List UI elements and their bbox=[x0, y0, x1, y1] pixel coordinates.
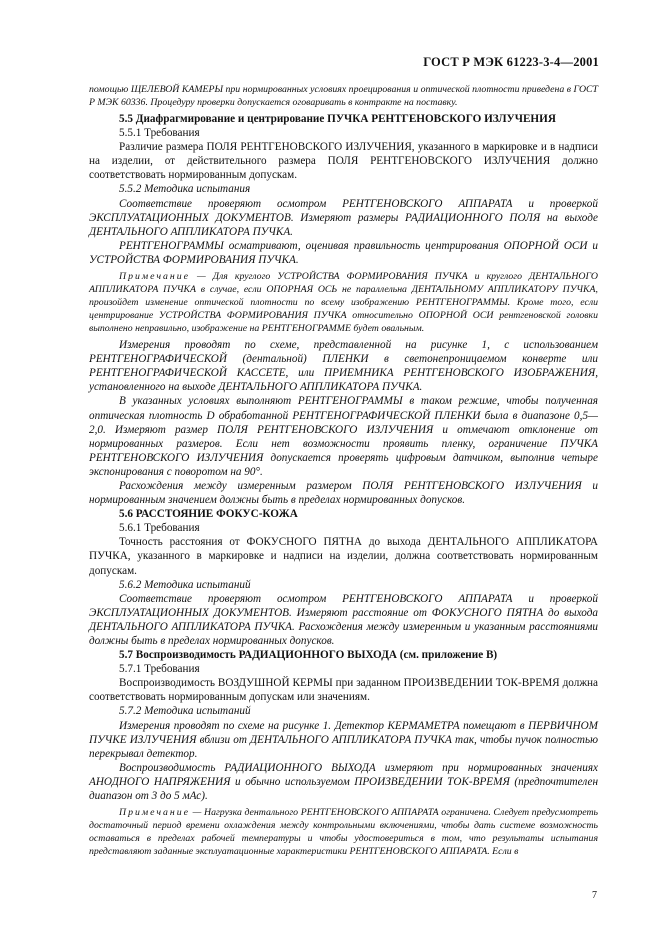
note-5-5 bbox=[89, 270, 598, 335]
paragraph-radiographs: РЕНТГЕНОГРАММЫ осматривают, оценивая правильность центрирования ОПОРНОЙ ОСИ и УСТРОЙСТВА ФОРМИРОВАНИЯ ПУЧКА. bbox=[89, 239, 598, 266]
paragraph-reproducibility: Воспроизводимость РАДИАЦИОННОГО ВЫХОДА измеряют при нормированных значениях АНОДНОГО НАПРЯЖЕНИЯ и обычно используемом ПРОИЗВЕДЕНИИ ТОК-ВРЕМЯ (предпочтителен диапазон от 3 до 5 мАс). bbox=[89, 761, 598, 803]
subsection-heading-5-5-2: 5.5.2 Методика испытания bbox=[119, 183, 251, 196]
paragraph-requirement-5-6: Точность расстояния от ФОКУСНОГО ПЯТНА до выхода ДЕНТАЛЬНОГО АППЛИКАТОРА ПУЧКА, указанного в маркировке и надписи на изделии, должна соответствовать нормированным допускам. bbox=[89, 536, 598, 577]
paragraph-method-5-6: Соответствие проверяют осмотром РЕНТГЕНОВСКОГО АППАРАТА и проверкой ЭКСПЛУАТАЦИОННЫХ ДОКУМЕНТОВ. Измеряют расстояние от ФОКУСНОГО ПЯТНА до выхода ДЕНТАЛЬНОГО АППЛИКАТОРА ПУЧКА. Расхождения между измеренным и указанным расстояниями должны быть в пределах нормированных допусков. bbox=[89, 592, 598, 647]
note-label: Примечание bbox=[119, 807, 191, 819]
paragraph-method-5-5: Соответствие проверяют осмотром РЕНТГЕНОВСКОГО АППАРАТА и проверкой ЭКСПЛУАТАЦИОННЫХ ДОКУМЕНТОВ. Измеряют размеры РАДИАЦИОННОГО ПОЛЯ на выходе ДЕНТАЛЬНОГО АППЛИКАТОРА ПУЧКА. bbox=[89, 197, 598, 238]
note-5-7 bbox=[89, 806, 598, 858]
paragraph-requirement-5-5: Различие размера ПОЛЯ РЕНТГЕНОВСКОГО ИЗЛУЧЕНИЯ, указанного в маркировке и в надписи на изделии, от действительного размера ПОЛЯ РЕНТГЕНОВСКОГО ИЗЛУЧЕНИЯ должно соответствовать нормированным допускам. bbox=[89, 141, 598, 182]
note-text: — Нагрузка дентального РЕНТГЕНОВСКОГО АППАРАТА ограничена. Следует предусмотреть достаточный период времени охлаждения между контрольными включениями, чтобы дать системе возможность оставаться в пределах рабочей температуры и чтобы удостовериться в том, что результаты испытания представляют заданные эксплуатационные характеристики РЕНТГЕНОВСКОГО АППАРАТА. Если в bbox=[89, 807, 598, 858]
paragraph-method-5-7: Измерения проводят по схеме на рисунке 1. Детектор КЕРМАМЕТРА помещают в ПЕРВИЧНОМ ПУЧКЕ ИЗЛУЧЕНИЯ вблизи от ДЕНТАЛЬНОГО АППЛИКАТОРА ПУЧКА так, чтобы пучок полностью перекрывал детектор. bbox=[89, 719, 598, 760]
note-text: — Для круглого УСТРОЙСТВА ФОРМИРОВАНИЯ ПУЧКА и круглого ДЕНТАЛЬНОГО АППЛИКАТОРА ПУЧКА в случае, если ОПОРНАЯ ОСЬ не параллельна ДЕНТАЛЬНОМУ АППЛИКАТОРУ ПУЧКА, произойдет изменение оптической плотности по всему изображению РЕНТГЕНОГРАММЫ. Кроме того, если центрирование УСТРОЙСТВА ФОРМИРОВАНИЯ ПУЧКА относительно ОПОРНОЙ ОСИ рентгеновской головки выполнено неправильно, изображение на РЕНТГЕНОГРАММЕ будет овальным. bbox=[89, 271, 598, 335]
paragraph-measurement-setup: Измерения проводят по схеме, представленной на рисунке 1, с использованием РЕНТГЕНОГРАФИЧЕСКОЙ (дентальной) ПЛЕНКИ в светонепроницаемом конверте или РЕНТГЕНОГРАФИЧЕСКОЙ КАССЕТЕ, или ПРИЕМНИКА РЕНТГЕНОВСКОГО ИЗОБРАЖЕНИЯ, установленного на выходе ДЕНТАЛЬНОГО АППЛИКАТОРА ПУЧКА. bbox=[89, 339, 598, 394]
section-heading-5-7: 5.7 Воспроизводимость РАДИАЦИОННОГО ВЫХОДА (см. приложение В) bbox=[119, 649, 498, 662]
paragraph-measurement-conditions: В указанных условиях выполняют РЕНТГЕНОГРАММЫ в таком режиме, чтобы полученная оптическая плотность D обработанной РЕНТГЕНОГРАФИЧЕСКОЙ ПЛЕНКИ была в диапазоне 0,5—2,0. Измеряют размер ПОЛЯ РЕНТГЕНОВСКОГО ИЗЛУЧЕНИЯ и отмечают отклонение от нормированных размеров. Если нет возможности проявить пленку, ограничение ПУЧКА РЕНТГЕНОВСКОГО ИЗЛУЧЕНИЯ допускается проверять цифровым датчиком, выполнив четыре экспонирования с поворотом на 90°. bbox=[89, 395, 598, 478]
subsection-heading-5-5-1: 5.5.1 Требования bbox=[119, 127, 200, 140]
paragraph-continuation: помощью ЩЕЛЕВОЙ КАМЕРЫ при нормированных условиях проецирования и оптической плотности приведена в ГОСТ Р МЭК 60336. Процедуру проверки допускается оговаривать в контракте на поставку. bbox=[89, 84, 598, 108]
page-content bbox=[89, 83, 598, 858]
subsection-heading-5-7-1: 5.7.1 Требования bbox=[119, 663, 200, 676]
subsection-heading-5-6-2: 5.6.2 Методика испытаний bbox=[119, 578, 251, 591]
paragraph-discrepancies: Расхождения между измеренным размером ПОЛЯ РЕНТГЕНОВСКОГО ИЗЛУЧЕНИЯ и нормированным значением должны быть в пределах нормированных допусков. bbox=[89, 479, 598, 507]
note-label: Примечание bbox=[119, 271, 191, 283]
page-header: ГОСТ Р МЭК 61223-3-4—2001 bbox=[423, 55, 599, 69]
paragraph-requirement-5-7: Воспроизводимость ВОЗДУШНОЙ КЕРМЫ при заданном ПРОИЗВЕДЕНИИ ТОК-ВРЕМЯ должна соответствовать нормированным допускам или значениям. bbox=[89, 677, 598, 704]
subsection-heading-5-7-2: 5.7.2 Методика испытаний bbox=[119, 705, 251, 718]
section-heading-5-5: 5.5 Диафрагмирование и центрирование ПУЧКА РЕНТГЕНОВСКОГО ИЗЛУЧЕНИЯ bbox=[119, 113, 556, 125]
section-heading-5-6: 5.6 РАССТОЯНИЕ ФОКУС-КОЖА bbox=[119, 508, 298, 521]
page-number: 7 bbox=[592, 890, 597, 901]
subsection-heading-5-6-1: 5.6.1 Требования bbox=[119, 522, 200, 535]
